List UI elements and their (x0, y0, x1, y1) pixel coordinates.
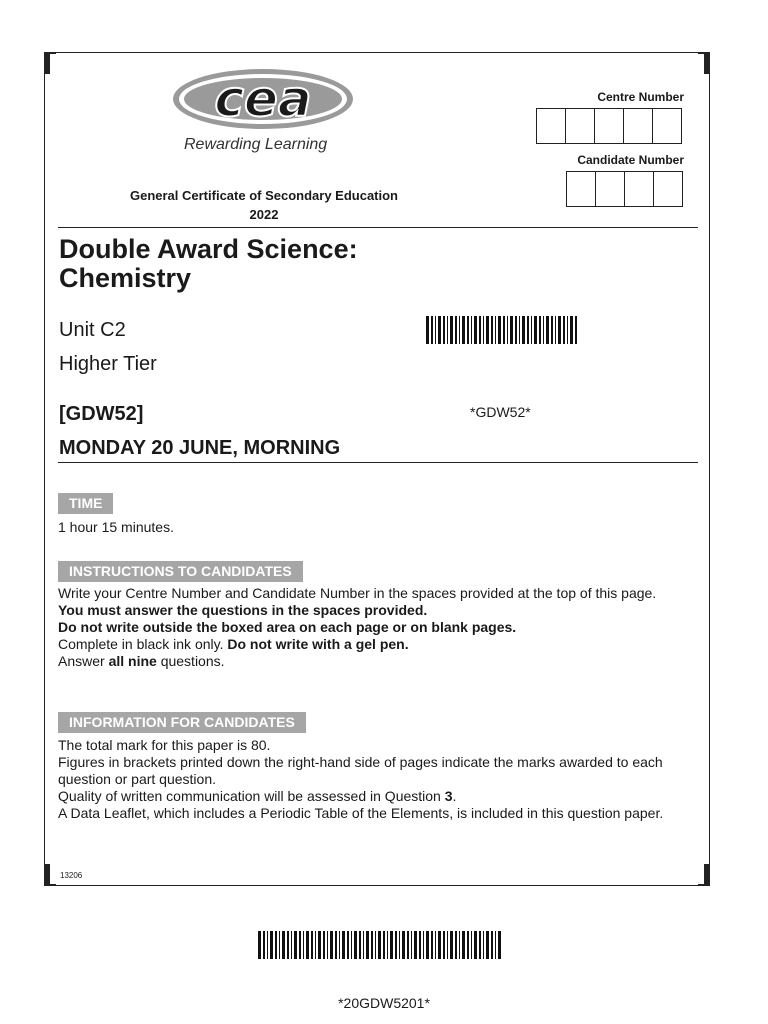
tier-label: Higher Tier (59, 353, 157, 375)
candidate-number-boxes[interactable] (566, 171, 683, 207)
information-body (58, 737, 688, 822)
qualification-block (114, 186, 414, 224)
barcode-bar (323, 931, 325, 959)
candidate-number-label: Candidate Number (577, 153, 684, 167)
barcode-bar (438, 316, 441, 344)
barcode-bar (515, 316, 517, 344)
barcode-bar (551, 316, 553, 344)
corner-mark (704, 864, 710, 886)
corner-mark (44, 52, 56, 54)
barcode-bar (539, 316, 541, 344)
paper-title (59, 235, 358, 293)
barcode-bar (474, 316, 477, 344)
barcode-bar (443, 316, 445, 344)
barcode-bar (294, 931, 297, 959)
title-line-1: Double Award Science: (59, 234, 358, 264)
corner-mark (44, 52, 50, 74)
barcode-bar (311, 931, 313, 959)
barcode-bar (426, 931, 429, 959)
barcode-bar (450, 316, 453, 344)
barcode-bar (570, 316, 573, 344)
footer-barcode (258, 931, 503, 959)
centre-number-label: Centre Number (597, 90, 684, 104)
barcode-bar (287, 931, 289, 959)
barcode-bar (567, 316, 568, 344)
barcode-bar (363, 931, 364, 959)
logo-tagline: Rewarding Learning (184, 136, 328, 153)
corner-mark (698, 884, 710, 886)
information-line: A Data Leaflet, which includes a Periodic Table of the Elements, is included in this question paper. (58, 805, 664, 821)
barcode-bar (447, 931, 448, 959)
barcode-bar (371, 931, 373, 959)
barcode-bar (462, 931, 465, 959)
instructions-heading: INSTRUCTIONS TO CANDIDATES (58, 561, 303, 582)
barcode-bar (455, 931, 457, 959)
barcode-bar (399, 931, 400, 959)
barcode-bar (330, 931, 333, 959)
barcode-bar (282, 931, 285, 959)
digit-box[interactable] (567, 172, 596, 206)
barcode-bar (315, 931, 316, 959)
barcode-bar (527, 316, 529, 344)
barcode-bar (534, 316, 537, 344)
barcode-bar (450, 931, 453, 959)
barcode-bar (495, 316, 496, 344)
barcode-bar (402, 931, 405, 959)
barcode-bar (519, 316, 520, 344)
barcode-bar (498, 931, 501, 959)
barcode-bar (558, 316, 561, 344)
barcode-bar (483, 931, 484, 959)
barcode-bar (467, 931, 469, 959)
divider (58, 462, 698, 463)
footer-barcode-text: *20GDW5201* (338, 995, 430, 1011)
barcode-bar (366, 931, 369, 959)
barcode-bar (407, 931, 409, 959)
exam-date: MONDAY 20 JUNE, MORNING (59, 437, 341, 459)
barcode-bar (279, 931, 280, 959)
barcode-bar (263, 931, 265, 959)
digit-box[interactable] (654, 172, 682, 206)
barcode-bar (498, 316, 501, 344)
corner-mark (44, 884, 56, 886)
instruction-line: Complete in black ink only. Do not write with a gel pen. (58, 636, 409, 652)
barcode-bar (342, 931, 345, 959)
barcode-bar (258, 931, 261, 959)
barcode-bar (443, 931, 445, 959)
instructions-body (58, 585, 688, 670)
digit-box[interactable] (625, 172, 654, 206)
digit-box[interactable] (596, 172, 625, 206)
barcode-bar (419, 931, 421, 959)
barcode-bar (318, 931, 321, 959)
barcode-bar (491, 931, 493, 959)
barcode-bar (474, 931, 477, 959)
barcode-bar (479, 931, 481, 959)
barcode-bar (522, 316, 525, 344)
barcode-bar (291, 931, 292, 959)
qualification-title: General Certificate of Secondary Education (129, 188, 399, 203)
corner-mark (44, 864, 50, 886)
barcode-bar (459, 316, 460, 344)
barcode-bar (354, 931, 357, 959)
digit-box[interactable] (566, 109, 595, 143)
barcode-bar (378, 931, 381, 959)
exam-year: 2022 (249, 207, 279, 222)
barcode-bar (270, 931, 273, 959)
barcode-bar (543, 316, 544, 344)
paper-barcode-text: *GDW52* (470, 404, 531, 420)
digit-box[interactable] (595, 109, 624, 143)
barcode-bar (275, 931, 277, 959)
barcode-bar (510, 316, 513, 344)
barcode-bar (435, 931, 436, 959)
barcode-bar (447, 316, 448, 344)
barcode-bar (414, 931, 417, 959)
barcode-bar (306, 931, 309, 959)
page-code: 13206 (60, 871, 83, 880)
barcode-bar (503, 316, 505, 344)
barcode-bar (495, 931, 496, 959)
information-line: Quality of written communication will be assessed in Question 3. (58, 788, 457, 804)
barcode-bar (359, 931, 361, 959)
barcode-bar (531, 316, 532, 344)
barcode-bar (459, 931, 460, 959)
barcode-bar (431, 931, 433, 959)
divider (58, 227, 698, 228)
time-text: 1 hour 15 minutes. (58, 519, 174, 535)
barcode-bar (267, 931, 268, 959)
barcode-bar (327, 931, 328, 959)
title-line-2: Chemistry (59, 263, 192, 293)
barcode-bar (471, 316, 472, 344)
barcode-bar (486, 316, 489, 344)
barcode-bar (347, 931, 349, 959)
time-heading: TIME (58, 493, 113, 514)
barcode-bar (375, 931, 376, 959)
digit-box[interactable] (537, 109, 566, 143)
centre-number-boxes[interactable] (536, 108, 682, 144)
barcode-bar (431, 316, 433, 344)
instruction-line: You must answer the questions in the spaces provided. (58, 602, 428, 618)
corner-mark (698, 52, 710, 54)
instruction-line: Answer all nine questions. (58, 653, 225, 669)
barcode-bar (299, 931, 301, 959)
barcode-bar (483, 316, 484, 344)
barcode-bar (479, 316, 481, 344)
instruction-line: Do not write outside the boxed area on each page or on blank pages. (58, 619, 517, 635)
barcode-bar (507, 316, 508, 344)
barcode-bar (390, 931, 393, 959)
barcode-bar (555, 316, 556, 344)
barcode-bar (575, 316, 577, 344)
information-line: Figures in brackets printed down the right-hand side of pages indicate the marks awarded to each question or part question. (58, 754, 663, 787)
barcode-bar (546, 316, 549, 344)
barcode-bar (351, 931, 352, 959)
barcode-bar (467, 316, 469, 344)
barcode-bar (426, 316, 429, 344)
cea-logo (170, 66, 356, 132)
svg-text:cea: cea (214, 70, 312, 128)
barcode-bar (335, 931, 337, 959)
barcode-bar (486, 931, 489, 959)
information-line: The total mark for this paper is 80. (58, 737, 271, 753)
barcode-bar (303, 931, 304, 959)
barcode-bar (339, 931, 340, 959)
instruction-line: Write your Centre Number and Candidate Number in the spaces provided at the top of this page. (58, 585, 657, 601)
information-heading: INFORMATION FOR CANDIDATES (58, 712, 306, 733)
paper-barcode (426, 316, 579, 344)
barcode-bar (491, 316, 493, 344)
corner-mark (704, 52, 710, 74)
unit-label: Unit C2 (59, 319, 126, 341)
digit-box[interactable] (624, 109, 653, 143)
barcode-bar (423, 931, 424, 959)
barcode-bar (383, 931, 385, 959)
paper-code: [GDW52] (59, 403, 144, 425)
barcode-bar (462, 316, 465, 344)
barcode-bar (455, 316, 457, 344)
barcode-bar (563, 316, 565, 344)
barcode-bar (395, 931, 397, 959)
barcode-bar (435, 316, 436, 344)
barcode-bar (471, 931, 472, 959)
digit-box[interactable] (653, 109, 681, 143)
barcode-bar (438, 931, 441, 959)
barcode-bar (411, 931, 412, 959)
barcode-bar (387, 931, 388, 959)
